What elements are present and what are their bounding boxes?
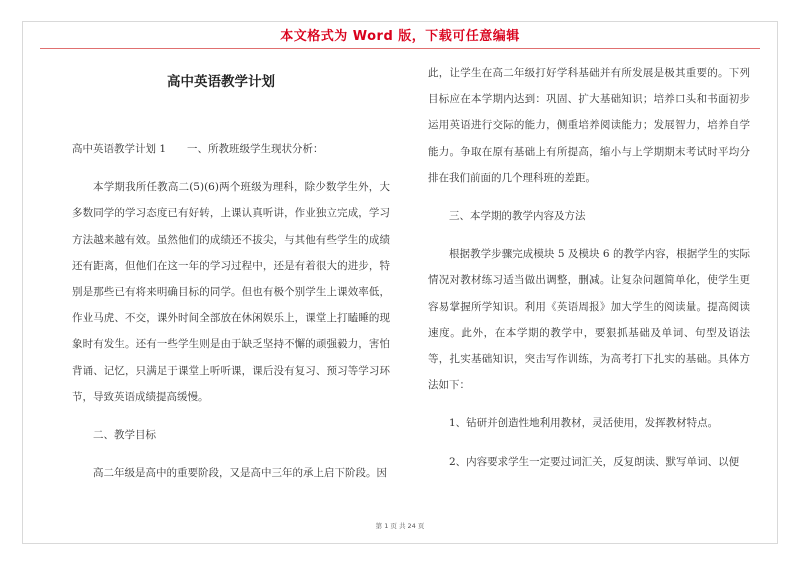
banner-divider — [40, 48, 760, 49]
paragraph-goals-continued: 此，让学生在高二年级打好学科基础并有所发展是极其重要的。下列目标应在本学期内达到：巩固、扩大基础知识；培养口头和书面初步运用英语进行交际的能力，侧重培养阅读能力；发展智力，培养自学能力。争取在原有基础上有所提高，缩小与上学期期末考试时平均分排在我们前面的几个理科班的差距。 — [428, 67, 750, 184]
list-item-2: 2、内容要求学生一定要过词汇关，反复朗读、默写单词、以便 — [449, 455, 740, 468]
section-heading-1: 高中英语教学计划 1 一、所教班级学生现状分析： — [72, 143, 324, 155]
right-column — [428, 60, 750, 475]
document-title: 高中英语教学计划 — [167, 74, 275, 90]
word-format-banner: 本文格式为 Word 版，下载可任意编辑 — [280, 29, 520, 44]
paragraph-teaching-goals: 高二年级是高中的重要阶段，又是高中三年的承上启下阶段。因 — [93, 467, 387, 480]
section-heading-3: 三、本学期的教学内容及方法 — [449, 210, 586, 223]
list-item-1: 1、钻研并创造性地利用教材，灵活使用，发挥教材特点。 — [449, 417, 719, 430]
paragraph-content-methods: 根据教学步骤完成模块 5 及模块 6 的教学内容，根据学生的实际情况对教材练习适当做出调整，删减。让复杂问题简单化，使学生更容易掌握所学知识。利用《英语周报》加大学生的阅读量。提高阅读速度。此外，在本学期的教学中，要狠抓基础及单词、句型及语法等，扎实基础知识，突击写作训练，为高考打下扎实的基础。具体方法如下： — [428, 248, 750, 392]
left-column — [72, 136, 390, 486]
paragraph-student-analysis: 本学期我所任教高二(5)(6)两个班级为理科，除少数学生外，大多数同学的学习态度已有好转，上课认真听讲，作业独立完成，学习方法越来越有效。虽然他们的成绩还不拔尖，与其他有些学生的成绩还有距离，但他们在这一年的学习过程中，还是有着很大的进步，特别是那些已有将来明确目标的同学。但也有极个别学生上课效率低，作业马虎、不交，课外时间全部放在休闲娱乐上，课堂上打瞌睡的现象时有发生。还有一些学生则是由于缺乏坚持不懈的顽强毅力，害怕背诵、记忆，只满足于课堂上听听课，课后没有复习、预习等学习环节，导致英语成绩提高缓慢。 — [72, 181, 390, 403]
section-heading-2: 二、教学目标 — [93, 429, 156, 442]
page-number-footer: 第 1 页 共 24 页 — [375, 522, 425, 530]
